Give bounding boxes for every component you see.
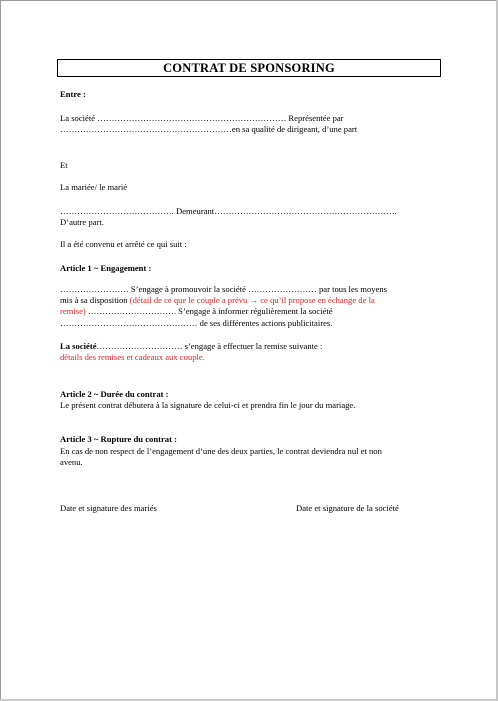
- article-1-detail-red: (détail de ce que le couple a prévu → ce qu’il propose en échange de la: [129, 295, 375, 305]
- article-3-heading: Article 3 ~ Rupture du contrat :: [60, 434, 177, 444]
- et-label: Et: [60, 160, 68, 170]
- societe-bold-lead: La société: [60, 341, 97, 351]
- societe-line-1: La société ………………………………………………………… Représentée par: [60, 113, 344, 123]
- maries-label: La mariée/ le marié: [60, 182, 128, 192]
- article-1-line-3: [60, 306, 438, 317]
- societe-engagement-rest: ………………………… s’engage à effectuer la remise suivante :: [96, 341, 323, 351]
- entre-heading: Entre :: [60, 89, 86, 99]
- article-1-line-3-text: …………………………. S’engage à informer régulièrement la société: [85, 306, 333, 316]
- article-1-remise-red: remise): [60, 306, 86, 316]
- convenu-text: Il a été convenu et arrêté ce qui suit :: [60, 239, 187, 249]
- article-1-heading: Article 1 ~ Engagement :: [60, 263, 152, 273]
- autre-part-label: D’autre part.: [60, 217, 104, 227]
- societe-line-2: ……………………………………………………en sa qualité de dirigeant, d’une part: [60, 124, 358, 134]
- remises-detail-red: détails des remises et cadeaux aux couple.: [60, 352, 205, 362]
- demeurant-line: …………………………………. Demeurant……………………………………………………….: [60, 206, 397, 216]
- signature-societe: Date et signature de la société: [296, 503, 399, 513]
- article-2-text: Le présent contrat débutera à la signature de celui-ci et prendra fin le jour du mariage.: [60, 400, 356, 410]
- contract-title: CONTRAT DE SPONSORING: [57, 59, 441, 77]
- article-1-line-2-text: mis à sa disposition: [60, 295, 130, 305]
- article-3-line-1: En cas de non respect de l’engagement d’une des deux parties, le contrat deviendra nul et non: [60, 446, 382, 456]
- societe-engagement-line: [60, 341, 438, 352]
- signature-maries: Date et signature des mariés: [60, 503, 157, 513]
- article-1-line-1: …………………… S’engage à promouvoir la société …………………… par tous les moyens: [60, 284, 387, 294]
- article-2-heading: Article 2 ~ Durée du contrat :: [60, 389, 169, 399]
- article-1-line-4: ………………………………………… de ses différentes actions publicitaires.: [60, 318, 333, 328]
- article-1-line-2: [60, 295, 438, 306]
- article-3-line-2: avenu.: [60, 457, 83, 467]
